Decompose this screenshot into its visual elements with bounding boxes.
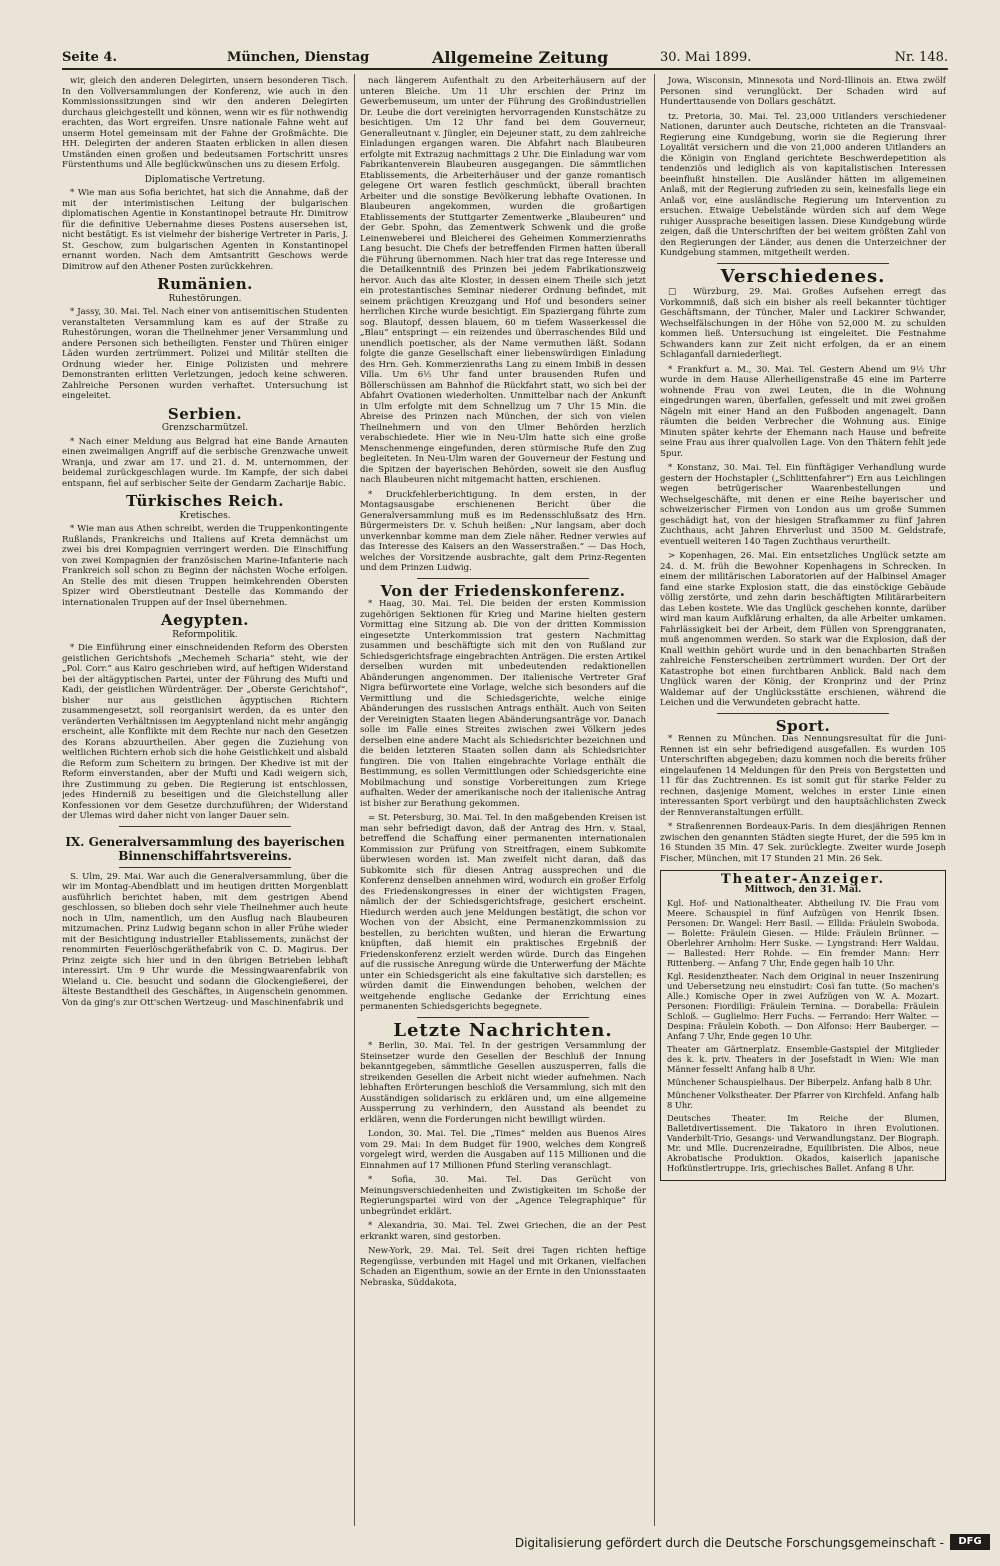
article-text: * Rennen zu München. Das Nennungsresultat für die Juni-Rennen ist ein sehr befriedigend ausgefallen. Es wurden 105 Unterschriften abgegeben; dazu kommen noch die bereits früher eingelaufenen 14 Meldungen für den Preis von Bergstetten und 11 für das Zuchtrennen. Es ist somit gut für starke Felder zu rechnen, dasjenige Moment, welches in erster Linie einen interessanten Sport verbürgt und den hauptsächlichsten Zweck der Rennveranstaltungen erfüllt.: [660, 734, 946, 818]
theater-entry: Münchener Volkstheater. Der Pfarrer von Kirchfeld. Anfang halb 8 Uhr.: [667, 1090, 940, 1110]
article-text: * Nach einer Meldung aus Belgrad hat eine Bande Arnauten einen zweimaligen Angriff auf die serbische Grenzwache unweit Wranja, und zwar am 17. und 21. d. M. unternommen, der beidemal zurückgeschlagen wurde. Im Kampfe, der sich dabei entspann, fiel auf serbischer Seite der Gendarm Zacharije Babic.: [62, 436, 348, 489]
subheading: Grenzscharmützel.: [161, 423, 249, 433]
subheading: Diplomatische Vertretung.: [144, 174, 266, 185]
theater-entry: Deutsches Theater. Im Reiche der Blumen, Balletdivertissement. Die Takatoro in ihren Evolutionen. Vanderbilt-Trio, Gesangs- und Verwandlungstanz. Der Biograph. Mr. und Mlle. Ducrenzeiradne, Equilibristen. Die Albos, neue Akrobatische Produktion. Okados, kaiserlich japanische Hofkünstlertruppe. Iris, griechisches Ballet. Anfang 8 Uhr.: [667, 1113, 939, 1173]
theater-entry: Theater am Gärtnerplatz. Ensemble-Gastspiel der Mitglieder des k. k. priv. Theaters in der Josefstadt in Wien: Wie man Männer fesselt! Anfang halb 8 Uhr.: [667, 1044, 939, 1074]
divider: [119, 826, 291, 827]
divider: [119, 867, 291, 868]
article-text: □ Würzburg, 29. Mai. Großes Aufsehen erregt das Vorkommniß, daß sich ein bisher als reell bekannter tüchtiger Geschäftsmann, der Tüncher, Maler und Lackirer Schwander, Wechselfälschungen in der Höhe von 52,000 M. zu schulden kommen ließ. Untersuchung ist eingeleitet. Die Festnahme Schwanders kann zur Zeit nicht erfolgen, da er an einem Schlaganfall darniederliegt.: [660, 287, 946, 360]
article-text: S. Ulm, 29. Mai. War auch die Generalversammlung, über die wir im Montag-Abendblatt und im heutigen dritten Morgenblatt ausführlich berichtet haben, mit dem gestrigen Abend geschlossen, so blieben doch sehr viele Theilnehmer auch heute noch in Ulm, namentlich, um den Ausflug nach Blaubeuren mitzumachen. Prinz Ludwig begann schon in aller Frühe wieder mit der Besichtigung industrieller Etablissements, zunächst der renommirten Feuerlöschgeräthefabrik von C. D. Magirus. Der Prinz zeigte sich hier und in den übrigen Betrieben lebhaft interessirt. Um 9 Uhr wurde die Messingwaarenfabrik von Wieland u. Cie. besucht und sodann die Glockengießerei, der älteste Bestandtheil des Geschäftes, in Augenschein genommen. Von da ging's zur Ott'schen Wertzeug- und Maschinenfabrik und: [62, 871, 348, 1008]
section-heading: Türkisches Reich.: [125, 492, 285, 510]
issue-date: 30. Mai 1899.: [660, 50, 752, 65]
divider: [417, 1017, 589, 1018]
column-2: [360, 76, 646, 1528]
footer-text: Digitalisierung gefördert durch die Deutsche Forschungsgemeinschaft -: [514, 1536, 944, 1550]
article-text: * Wie man aus Athen schreibt, werden die Truppenkontingente Rußlands, Frankreichs und Italiens auf Kreta demnächst um zwei bis drei Kompagnien verringert werden. Die Einschiffung von zwei Kompagnien der französischen Marine-Infanterie nach Frankreich soll schon zu Beginn der nächsten Woche erfolgen. An Stelle des mit diesen Truppen heimkehrenden Obersten Spizer wird Oberstleutnant Destelle das Kommando der internationalen Truppen auf der Insel übernehmen.: [62, 524, 348, 608]
theater-listings: [660, 870, 946, 1181]
article-text: > Kopenhagen, 26. Mai. Ein entsetzliches Unglück setzte am 24. d. M. früh die Bewohner Kopenhagens in Schrecken. In einem der militärischen Laboratorien auf der Halbinsel Amager fand eine starke Explosion statt, die das einstöckige Gebäude völlig zerstörte, und zehn darin beschäftigten Militärarbeitern das Leben kostete. Wie das Unglück geschehen konnte, darüber wird man kaum Aufklärung erhalten, da alle Arbeiter umkamen. Fahrlässigkeit bei der Arbeit, dem Füllen von Sprenggranaten, muß angenommen werden. So stark war die Explosion, daß der Knall weithin gehört wurde und in den benachbarten Straßen zahlreiche Fensterscheiben zertrümmert wurden. Der Ort der Katastrophe bot einen furchtbaren Anblick. Bald nach dem Unglück waren der König, der Kronprinz und der Prinz Waldemar auf der Unglücksstätte erschienen, während die Leichen und die Verwundeten gebracht hatte.: [660, 551, 946, 708]
divider: [717, 263, 889, 264]
newspaper-page: [62, 48, 948, 1528]
header-place: München, Dienstag: [227, 50, 370, 65]
header-rule: [62, 68, 948, 70]
theater-entry: Kgl. Residenztheater. Nach dem Original in neuer Inszenirung und Uebersetzung neu einstudirt: Così fan tutte. (So machen's Alle.) Komische Oper in zwei Aufzügen von W. A. Mozart. Personen: Fiordiligi: Fräulein Ternina. — Dorabella: Fräulein Schloß. — Guglielmo: Herr Fuchs. — Ferrando: Herr Walter. — Despina: Fräulein Koboth. — Don Alfonso: Herr Bauberger. — Anfang 7 Uhr, Ende gegen 10 Uhr.: [667, 971, 939, 1041]
theater-title: Theater-Anzeiger.: [720, 872, 885, 887]
article-text: * Wie man aus Sofia berichtet, hat sich die Annahme, daß der mit der interimistischen Leitung der bulgarischen diplomatischen Agentie in Konstantinopel betraute Hr. Dimitrow für die definitive Uebernahme dieses Postens ausersehen ist, nicht bestätigt. Es ist vielmehr der bisherige Vertreter in Paris, J. St. Geschow, zum bulgarischen Agenten in Konstantinopel ernannt worden. Nach dem Amtsantritt Geschows werde Dimitrow auf den Athener Posten zurückkehren.: [62, 188, 348, 272]
section-heading: Letzte Nachrichten.: [393, 1019, 613, 1041]
article-text: * Druckfehlerberichtigung. In dem ersten, in der Montagsausgabe erschienenen Bericht über die Generalversammlung muß es im Redensschlußsatz des Hrn. Bürgermeisters Dr. v. Schuh heißen: „Nur langsam, aber doch unverkennbar komme man dem Ziele näher. Redner verwies auf das Interesse des Kaisers an den Wasserstraßen.“ — Das Hoch, welches der Vorsitzende ausbrachte, galt dem Prinz-Regenten und dem Prinzen Ludwig.: [360, 489, 646, 573]
article-text: * Alexandria, 30. Mai. Tel. Zwei Griechen, die an der Pest erkrankt waren, sind gestorben.: [360, 1221, 646, 1242]
article-text: * Die Einführung einer einschneidenden Reform des Obersten geistlichen Gerichtshofs „Mechemeh Scharia“ steht, wie der „Pol. Corr.“ aus Kairo geschrieben wird, auf heftigen Widerstand bei der altägyptischen Partei, unter der Führung des Mufti und Kadi, der geistlichen Würdenträger. Der „Oberste Gerichtshof“, bisher nur aus geistlichen ägyptischen Richtern zusammengesetzt, soll reorganisirt werden, da es unter den veränderten Verhältnissen im Aegyptenland nicht mehr angängig erscheint, alle Konflikte mit dem Rechte nur nach den Gesetzen des Korans abzuurtheilen. Aber gegen die Zuziehung von weltlichen Richtern erhob sich die hohe Geistlichkeit und alsbald die Reform zum Scheitern zu bringen. Der Khedive ist mit der Reform einverstanden, aber der Mufti und Kadi weigern sich, ihre Zustimmung zu geben. Die Regierung ist entschlossen, jedes Hinderniß zu beseitigen und die Gleichstellung aller Konfessionen vor dem Gesetze durchzuführen; der Widerstand der Ulemas wird daher nicht von langer Dauer sein.: [62, 643, 348, 821]
newspaper-title: Allgemeine Zeitung: [432, 48, 609, 67]
section-heading: Von der Friedenskonferenz.: [380, 581, 626, 600]
article-text: * Haag, 30. Mai. Tel. Die beiden der ersten Kommission zugehörigen Sektionen für Krieg und Marine hielten gestern Vormittag eine Sitzung ab. Die von der dritten Kommission eingesetzte Unterkommission trat gestern Nachmittag zusammen und beschäftigte sich mit den von Rußland zur Schiedsgerichtsfrage eingebrachten Anträgen. Die ersten Artikel derselben wurden mit unbedeutenden redaktionellen Abänderungen angenommen. Der italienische Vertreter Graf Nigra befürwortete eine Vorlage, welche sich besonders auf die Vermittlung und die Schiedsgerichte, welche einige Abänderungen des russischen Antrags enthält. Auch von Seiten der Vereinigten Staaten liegen Abänderungsanträge vor. Danach solle im Falle eines Streites zwischen zwei Völkern jedes derselben eine andere Macht als Schiedsrichter bezeichnen und die beiden letzteren Staaten sollen dann als Schiedsrichter fungiren. Die von Italien eingebrachte Vorlage enthält die Bestimmung, es sollen Vermittlungen oder Schiedsgerichte eine Mobilmachung und sonstige Vorbereitungen zum Kriege aufhalten. Weder der amerikanische noch der italienische Antrag ist bisher zur Berathung gekommen.: [360, 599, 646, 809]
subheading: Ruhestörungen.: [168, 293, 242, 304]
article-text: nach längerem Aufenthalt zu den Arbeiterhäusern auf der unteren Bleiche. Um 11 Uhr erschien der Prinz im Gewerbemuseum, um unter der Führung des Großindustriellen Dr. Leube die dort vereinigten hervorragenden Kunstschätze zu besichtigen. Um 12 Uhr fand bei dem Gouverneur, Generalleutnant v. Jüngler, ein Dejeuner statt, zu dem zahlreiche Einladungen ergangen waren. Die Abfahrt nach Blaubeuren erfolgte mit Extrazug nachmittags 2 Uhr. Die Einladung war vom Fabrikantenverein Blaubeuren ausgegangen. Die sämmtlichen Etablissements, die Arbeiterhäuser und der ganze romantisch gelegene Ort waren festlich geschmückt, überall brachten Arbeiter und die sonstige Bevölkerung lebhafte Ovationen. In Blaubeuren angekommen, wurden die großartigen Etablissements der Stuttgarter Zementwerke „Blaubeuren“ und der Gebr. Spohn, das Zementwerk Schwenk und die große Leinenweberei und Bleicherei des Geheimen Kommerzienraths Lang besucht. Die Chefs der betreffenden Firmen hatten überall die Führung übernommen. Nach hier trat das rege Interesse und die Detailkenntniß des Prinzen bei jedem Fabrikationszweig hervor. Auch das alte Kloster, in dessen einem Theile sich jetzt ein protestantisches Seminar niederer Ordnung befindet, mit seinem prächtigen Kreuzgang und Hof und besonders seiner herrlichen Kirche wurde besichtigt. Ein Spaziergang führte zum sog. Blautopf, dessen blauem, 60 m tiefem Wasserkessel die „Blau“ entspringt — ein reizendes und überraschendes Bild und unendlich poetischer, als der Name vermuthen läßt. Sodann folgte die ganze Gesellschaft einer liebenswürdigen Einladung des Hrn. Geh. Kommerzienraths Lang zu einem Imbiß in dessen Villa. Um 6½ Uhr fand unter brausenden Rufen und Böllerschüssen am Bahnhof die Rückfahrt statt, wo sich bei der Abfahrt Ovationen wiederholten. Unmittelbar nach der Ankunft in Ulm erfolgte mit dem Schnellzug um 7 Uhr 15 Min. die Abreise des Prinzen nach München, der sich von vielen Theilnehmern und von den Ulmer Behörden herzlich verabschiedete. Hier wie in Neu-Ulm hatte sich eine große Menschenmenge eingefunden, deren stürmische Rufe den Zug begleiteten. In Neu-Ulm waren der Gouverneur der Festung und die Spitzen der bayerischen Behörden, soweit sie den Ausflug nach Blaubeuren nicht mitgemacht hatten, erschienen.: [360, 76, 646, 485]
column-3: [660, 76, 946, 1528]
article-text: * Konstanz, 30. Mai. Tel. Ein fünftägiger Verhandlung wurde gestern der Hochstapler („Schlittenfahrer“) Ern aus Leichlingen wegen betrügerischer Waarenbestellungen und Wechselgeschäfte, mit denen er eine Reihe bayerischer und schweizerischer Firmen von London aus um große Summen geschädigt hat, von der hiesigen Strafkammer zu fünf Jahren Zuchthaus, acht Jahren Ehrverlust und 3500 M. Geldstrafe, eventuell weiteren 140 Tagen Zuchthaus verurtheilt.: [660, 463, 946, 547]
section-heading: Sport.: [775, 716, 831, 735]
section-heading: Rumänien.: [157, 275, 253, 293]
section-heading: IX. Generalversammlung des bayerischen Binnenschiffahrtsvereins.: [65, 834, 345, 863]
article-text: * Sofia, 30. Mai. Tel. Das Gerücht von Meinungsverschiedenheiten und Zwistigkeiten im Schoße der Regierungspartei wird von der „Agence Telegraphique“ für unbegründet erklärt.: [360, 1175, 646, 1217]
article-text: = St. Petersburg, 30. Mai. Tel. In den maßgebenden Kreisen ist man sehr befriedigt davon, daß der Antrag des Hrn. v. Staal, betreffend die Schaffung einer permanenten internationalen Kommission zur Prüfung von Streitfragen, einem Subkomite überwiesen worden ist. Man zweifelt nicht daran, daß das Subkomite sich für diesen Antrag aussprechen und die Konferenz denselben annehmen wird, wodurch ein großer Erfolg des Friedenskongresses in einer der wichtigsten Fragen, nämlich der der Schiedsgerichtsfrage, gesichert erscheint. Hiedurch werden auch jene Meldungen bestätigt, die schon vor Wochen von der Absicht, eine Permanenzkommission zu bestellen, zu berichten wußten, und hieran die Erwartung knüpften, daß hiemit ein praktisches Ergebniß der Friedenskonferenz erzielt werden würde. Durch das Eingehen auf die russische Anregung würde die Unterwerfung der Mächte unter ein Schiedsgericht als eine fakultative sich darstellen; es würden damit die Einwendungen behoben, welchen der weitgehende englische Gedanke der Errichtung eines permanenten Schiedsgerichts begegnete.: [360, 813, 646, 1012]
digitization-footer: [0, 1534, 1000, 1554]
section-heading: Serbien.: [167, 404, 243, 423]
page-header: [62, 48, 948, 70]
article-text: * Jassy, 30. Mai. Tel. Nach einer von antisemitischen Studenten veranstalteten Versammlung kam es auf der Straße zu Ruhestörungen, woran die Theilnehmer jener Versammlung und andere Personen sich betheiligten. Fenster und Thüren einiger Läden wurden zertrümmert. Polizei und Militär stellten die Ordnung wieder her. Einige Polizisten und mehrere Demonstranten erlitten Verletzungen, jedoch keine schweren. Zahlreiche Personen wurden verhaftet. Untersuchung ist eingeleitet.: [62, 307, 348, 401]
divider: [417, 578, 589, 579]
section-heading: Aegypten.: [161, 611, 249, 629]
theater-entry: Kgl. Hof- und Nationaltheater. Abtheilung IV. Die Frau vom Meere. Schauspiel in fünf Aufzügen von Henrik Ibsen. Personen: Dr. Wangel: Herr Basil. — Ellida: Fräulein Swoboda. — Bolette: Fräulein Giesen. — Hilde: Fräulein Brünner. — Oberlehrer Arnholm: Herr Suske. — Lyngstrand: Herr Waldau. — Ballested: Herr Rohde. — Ein fremder Mann: Herr Rittenberg. — Anfang 7 Uhr, Ende gegen halb 10 Uhr.: [667, 898, 939, 968]
divider: [717, 713, 889, 714]
article-text: * Straßenrennen Bordeaux-Paris. In dem diesjährigen Rennen zwischen den genannten Städten siegte Huret, der die 595 km in 16 Stunden 35 Min. 47 Sek. zurücklegte. Zweiter wurde Joseph Fischer, München, mit 17 Stunden 21 Min. 26 Sek.: [660, 822, 946, 864]
theater-entry: Münchener Schauspielhaus. Der Biberpelz. Anfang halb 8 Uhr.: [667, 1077, 932, 1087]
theater-date: Mittwoch, den 31. Mai.: [744, 885, 862, 895]
article-text: tz. Pretoria, 30. Mai. Tel. 23,000 Uitlanders verschiedener Nationen, darunter auch Deutsche, richteten an die Transvaal-Regierung eine Kundgebung, worin sie die Regierung ihrer Loyalität versichern und die von 21,000 anderen Uitlanders an die Königin von England gerichtete Beschwerdepetition als tendenziös und lediglich als von kapitalistischen Interessen beeinflußt hinstellen. Die Ausländer hätten im allgemeinen Anlaß, mit der Regierung zufrieden zu sein, keinesfalls liege ein Anlaß vor, eine ausländische Regierung um Intervention zu ersuchen. Etwaige Uebelstände würden sich auf dem Wege ruhiger Aussprache beseitigen lassen. Diese Kundgebung würde zeigen, daß die Unterschriften der bei weitem größten Zahl von den Regierungen der Länder, aus denen die Unterzeichner der Kundgebung stammen, mitgetheilt werden.: [660, 111, 946, 258]
dfg-logo: DFG: [950, 1534, 990, 1550]
issue-number: Nr. 148.: [894, 50, 948, 65]
article-text: * Berlin, 30. Mai. Tel. In der gestrigen Versammlung der Steinsetzer wurde den Gesellen der Beschluß der Innung bekanntgegeben, sämmtliche Gesellen auszusperren, falls die streikenden Gesellen die Arbeit nicht wieder aufnehmen. Nach lebhaften Erörterungen beschloß die Versammlung, sich mit den Ausständigen solidarisch zu erklären und, um eine allgemeine Aussperrung zu verhindern, den Ausstand als beendet zu erklären, wenn die Forderungen nicht bewilligt würden.: [360, 1041, 646, 1125]
article-text: New-York, 29. Mai. Tel. Seit drei Tagen richten heftige Regengüsse, verbunden mit Hagel und mit Orkanen, vielfachen Schaden an Eigenthum, sowie an der Ernte in den Unionsstaaten Nebraska, Süddakota,: [360, 1246, 646, 1288]
article-text: * Frankfurt a. M., 30. Mai. Tel. Gestern Abend um 9½ Uhr wurde in dem Hause Allerheiligenstraße 45 eine im Parterre wohnende Frau von zwei Leuten, die in die Wohnung eingedrungen waren, überfallen, gefesselt und mit zwei großen Nägeln mit einer Hand an den Fußboden angenagelt. Dann räumten die beiden Verbrecher die Wohnung aus. Einige Minuten später kehrte der Ehemann nach Hause und befreite seine Frau aus ihrer qualvollen Lage. Von den Thätern fehlt jede Spur.: [660, 364, 946, 459]
column-divider: [654, 74, 655, 1526]
page-number: Seite 4.: [62, 50, 117, 65]
column-divider: [354, 74, 355, 1526]
subheading: Reformpolitik.: [172, 629, 238, 640]
article-text: London, 30. Mai. Tel. Die „Times“ melden aus Buenos Aires vom 29. Mai: In dem Budget für 1900, welches dem Kongreß vorgelegt wird, werden die Ausgaben auf 115 Millionen und die Einnahmen auf 17 Millionen Pfund Sterling veranschlagt.: [360, 1129, 646, 1171]
column-1: [62, 76, 348, 1528]
subheading: Kretisches.: [179, 510, 231, 521]
article-text: wir, gleich den anderen Delegirten, unsern besonderen Tisch. In den Vollversammlungen der Konferenz, wie auch in den Kommissionssitzungen sind wir den anderen Delegirten durchaus gleichgestellt und können, wenn wir es für nothwendig erachten, das Wort ergreifen. Unsre nationale Fahne weht auf unserm Hotel gemeinsam mit der Fahne der Großmächte. Die HH. Delegirten der anderen Staaten erblicken in allen diesen Umständen einen großen und bedeutsamen Fortschritt unsres Fürstenthums und Alle beglückwünschen uns zu diesem Erfolg.: [62, 76, 348, 170]
section-heading: Verschiedenes.: [720, 265, 886, 287]
article-text: Jowa, Wisconsin, Minnesota und Nord-Illinois an. Etwa zwölf Personen sind verunglückt. Der Schaden wird auf Hunderttausende von Dollars geschätzt.: [660, 76, 946, 107]
